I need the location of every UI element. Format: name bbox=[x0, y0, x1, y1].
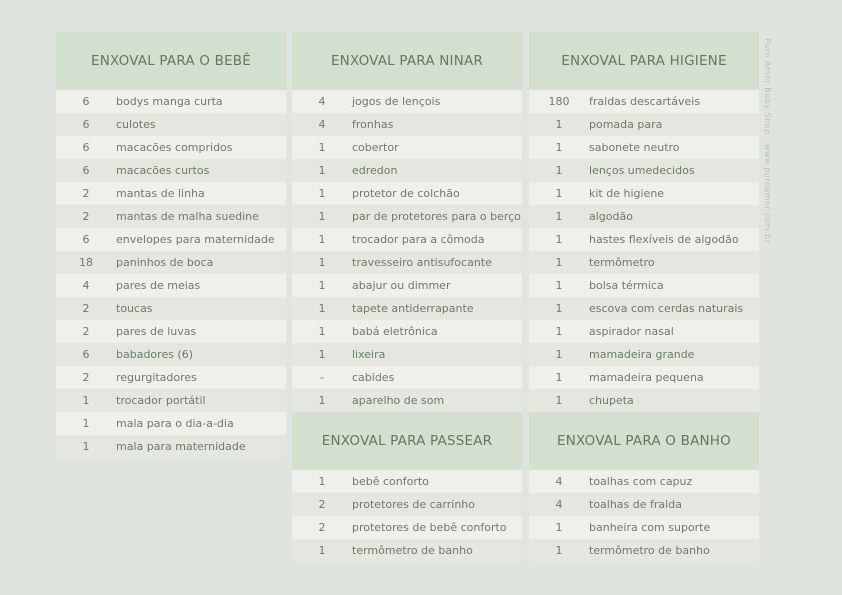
item-name: travesseiro antisufocante bbox=[352, 256, 492, 269]
list-item bbox=[529, 274, 759, 297]
item-quantity: 1 bbox=[318, 141, 326, 154]
list-item bbox=[292, 113, 522, 136]
section-passear bbox=[292, 412, 522, 562]
list-item bbox=[56, 182, 286, 205]
section-bebe bbox=[56, 32, 286, 458]
list-item bbox=[529, 228, 759, 251]
item-name: mantas de linha bbox=[116, 187, 205, 200]
item-quantity: 1 bbox=[555, 187, 563, 200]
list-item bbox=[292, 159, 522, 182]
item-name: banheira com suporte bbox=[589, 521, 711, 534]
list-item bbox=[292, 389, 522, 412]
item-quantity: 2 bbox=[82, 187, 90, 200]
list-item bbox=[292, 182, 522, 205]
item-quantity: 2 bbox=[82, 371, 90, 384]
item-name: bolsa térmica bbox=[589, 279, 664, 292]
item-name: mala para o dia-a-dia bbox=[116, 417, 234, 430]
item-quantity: 1 bbox=[555, 164, 563, 177]
list-item bbox=[529, 136, 759, 159]
list-item bbox=[529, 320, 759, 343]
section-title-banho: ENXOVAL PARA O BANHO bbox=[529, 412, 759, 470]
item-name: envelopes para maternidade bbox=[116, 233, 275, 246]
item-quantity: 1 bbox=[82, 440, 90, 453]
item-name: protetores de carrinho bbox=[352, 498, 476, 511]
item-quantity: 18 bbox=[79, 256, 93, 269]
list-item bbox=[292, 343, 522, 366]
item-quantity: 1 bbox=[555, 394, 563, 407]
item-name: hastes flexíveis de algodão bbox=[589, 233, 739, 246]
item-quantity: 6 bbox=[82, 118, 90, 131]
list-item bbox=[292, 470, 522, 493]
list-item bbox=[56, 435, 286, 458]
item-name: lenços umedecidos bbox=[589, 164, 695, 177]
item-name: toalhas de fralda bbox=[589, 498, 682, 511]
section-title-bebe: ENXOVAL PARA O BEBÊ bbox=[56, 32, 286, 90]
list-item bbox=[529, 470, 759, 493]
list-item bbox=[56, 412, 286, 435]
item-name: sabonete neutro bbox=[589, 141, 680, 154]
item-name: mantas de malha suedine bbox=[116, 210, 259, 223]
list-item bbox=[292, 205, 522, 228]
list-item bbox=[529, 159, 759, 182]
list-item bbox=[56, 366, 286, 389]
item-quantity: 2 bbox=[82, 210, 90, 223]
list-item bbox=[529, 516, 759, 539]
item-quantity: 1 bbox=[318, 256, 326, 269]
item-name: protetores de bebê conforto bbox=[352, 521, 507, 534]
item-quantity: 1 bbox=[82, 417, 90, 430]
item-quantity: 4 bbox=[555, 498, 563, 511]
item-name: termômetro de banho bbox=[352, 544, 473, 557]
item-quantity: 1 bbox=[318, 325, 326, 338]
item-quantity: 1 bbox=[555, 325, 563, 338]
item-name: escova com cerdas naturais bbox=[589, 302, 744, 315]
list-item bbox=[529, 113, 759, 136]
list-item bbox=[56, 320, 286, 343]
item-quantity: 1 bbox=[318, 210, 326, 223]
item-quantity: 4 bbox=[318, 95, 326, 108]
list-higiene bbox=[529, 90, 759, 412]
item-name: pares de luvas bbox=[116, 325, 197, 338]
list-item bbox=[529, 389, 759, 412]
section-title-higiene: ENXOVAL PARA HIGIENE bbox=[529, 32, 759, 90]
item-quantity: 1 bbox=[318, 475, 326, 488]
column-bebe bbox=[56, 32, 286, 458]
item-name: culotes bbox=[116, 118, 156, 131]
item-quantity: 1 bbox=[555, 302, 563, 315]
item-name: mamadeira pequena bbox=[589, 371, 704, 384]
item-quantity: 1 bbox=[555, 141, 563, 154]
item-quantity: 4 bbox=[82, 279, 90, 292]
item-quantity: 1 bbox=[318, 302, 326, 315]
item-quantity: 1 bbox=[555, 544, 563, 557]
item-quantity: 1 bbox=[555, 348, 563, 361]
item-quantity: 1 bbox=[318, 164, 326, 177]
item-name: abajur ou dimmer bbox=[352, 279, 451, 292]
item-quantity: 2 bbox=[318, 498, 326, 511]
column-higiene-banho bbox=[529, 32, 759, 562]
item-quantity: 2 bbox=[318, 521, 326, 534]
item-name: mala para maternidade bbox=[116, 440, 246, 453]
item-quantity: 6 bbox=[82, 141, 90, 154]
list-item bbox=[56, 159, 286, 182]
item-name: fronhas bbox=[352, 118, 394, 131]
list-item bbox=[529, 539, 759, 562]
section-ninar bbox=[292, 32, 522, 412]
item-name: par de protetores para o berço bbox=[352, 210, 521, 223]
item-name: jogos de lençois bbox=[352, 95, 441, 108]
list-item bbox=[529, 205, 759, 228]
list-ninar bbox=[292, 90, 522, 412]
list-item bbox=[56, 389, 286, 412]
item-name: toucas bbox=[116, 302, 153, 315]
item-name: trocador portátil bbox=[116, 394, 206, 407]
list-item bbox=[56, 228, 286, 251]
item-quantity: 6 bbox=[82, 95, 90, 108]
item-name: cabides bbox=[352, 371, 395, 384]
item-quantity: 1 bbox=[555, 371, 563, 384]
list-item bbox=[292, 516, 522, 539]
item-quantity: 1 bbox=[555, 210, 563, 223]
item-name: babadores (6) bbox=[116, 348, 194, 361]
item-quantity: 6 bbox=[82, 233, 90, 246]
list-item bbox=[529, 182, 759, 205]
item-name: tapete antiderrapante bbox=[352, 302, 474, 315]
item-name: termômetro bbox=[589, 256, 655, 269]
item-quantity: 1 bbox=[318, 544, 326, 557]
list-item bbox=[529, 251, 759, 274]
item-quantity: 1 bbox=[318, 348, 326, 361]
list-item bbox=[529, 297, 759, 320]
item-name: pomada para bbox=[589, 118, 663, 131]
item-quantity: 6 bbox=[82, 164, 90, 177]
list-item bbox=[292, 366, 522, 389]
list-item bbox=[292, 493, 522, 516]
item-quantity: 1 bbox=[318, 394, 326, 407]
item-quantity: 1 bbox=[555, 233, 563, 246]
list-passear bbox=[292, 470, 522, 562]
item-quantity: 1 bbox=[318, 187, 326, 200]
item-name: paninhos de boca bbox=[116, 256, 214, 269]
item-quantity: 1 bbox=[555, 256, 563, 269]
item-quantity: 1 bbox=[318, 233, 326, 246]
column-ninar-passear bbox=[292, 32, 522, 562]
item-name: chupeta bbox=[589, 394, 634, 407]
list-item bbox=[56, 205, 286, 228]
item-name: macacões compridos bbox=[116, 141, 233, 154]
list-item bbox=[56, 251, 286, 274]
item-name: pares de meias bbox=[116, 279, 201, 292]
list-item bbox=[56, 136, 286, 159]
item-quantity: 1 bbox=[555, 521, 563, 534]
list-item bbox=[529, 493, 759, 516]
item-quantity: 2 bbox=[82, 302, 90, 315]
item-quantity: 4 bbox=[555, 475, 563, 488]
item-name: edredon bbox=[352, 164, 398, 177]
list-item bbox=[56, 90, 286, 113]
item-quantity: 1 bbox=[555, 279, 563, 292]
item-name: termômetro de banho bbox=[589, 544, 710, 557]
section-higiene bbox=[529, 32, 759, 412]
list-banho bbox=[529, 470, 759, 562]
list-item bbox=[56, 297, 286, 320]
list-item bbox=[292, 539, 522, 562]
item-name: lixeira bbox=[352, 348, 386, 361]
section-title-ninar: ENXOVAL PARA NINAR bbox=[292, 32, 522, 90]
list-item bbox=[56, 343, 286, 366]
item-name: fraldas descartáveis bbox=[589, 95, 701, 108]
list-item bbox=[292, 251, 522, 274]
list-item bbox=[292, 320, 522, 343]
item-name: regurgitadores bbox=[116, 371, 197, 384]
item-name: mamadeira grande bbox=[589, 348, 695, 361]
item-name: aparelho de som bbox=[352, 394, 445, 407]
section-title-passear: ENXOVAL PARA PASSEAR bbox=[292, 412, 522, 470]
item-name: cobertor bbox=[352, 141, 399, 154]
section-banho bbox=[529, 412, 759, 562]
item-name: kit de higiene bbox=[589, 187, 665, 200]
item-name: bodys manga curta bbox=[116, 95, 223, 108]
item-quantity: - bbox=[320, 371, 324, 384]
list-item bbox=[529, 366, 759, 389]
item-name: babá eletrônica bbox=[352, 325, 438, 338]
item-name: protetor de colchão bbox=[352, 187, 460, 200]
item-quantity: 2 bbox=[82, 325, 90, 338]
item-name: aspirador nasal bbox=[589, 325, 674, 338]
item-name: toalhas com capuz bbox=[589, 475, 693, 488]
item-name: bebê conforto bbox=[352, 475, 429, 488]
list-item bbox=[529, 343, 759, 366]
item-name: macacões curtos bbox=[116, 164, 210, 177]
item-quantity: 1 bbox=[555, 118, 563, 131]
list-item bbox=[56, 274, 286, 297]
list-item bbox=[292, 136, 522, 159]
list-bebe bbox=[56, 90, 286, 458]
item-name: algodão bbox=[589, 210, 633, 223]
item-quantity: 1 bbox=[82, 394, 90, 407]
item-quantity: 4 bbox=[318, 118, 326, 131]
list-item bbox=[529, 90, 759, 113]
list-item bbox=[292, 297, 522, 320]
brand-vertical-text: Puro Amor Baby Shop · www.puroamor.com.br bbox=[763, 38, 772, 244]
list-item bbox=[292, 228, 522, 251]
item-quantity: 6 bbox=[82, 348, 90, 361]
item-name: trocador para a cômoda bbox=[352, 233, 485, 246]
list-item bbox=[56, 113, 286, 136]
list-item bbox=[292, 90, 522, 113]
item-quantity: 180 bbox=[548, 95, 570, 108]
item-quantity: 1 bbox=[318, 279, 326, 292]
list-item bbox=[292, 274, 522, 297]
